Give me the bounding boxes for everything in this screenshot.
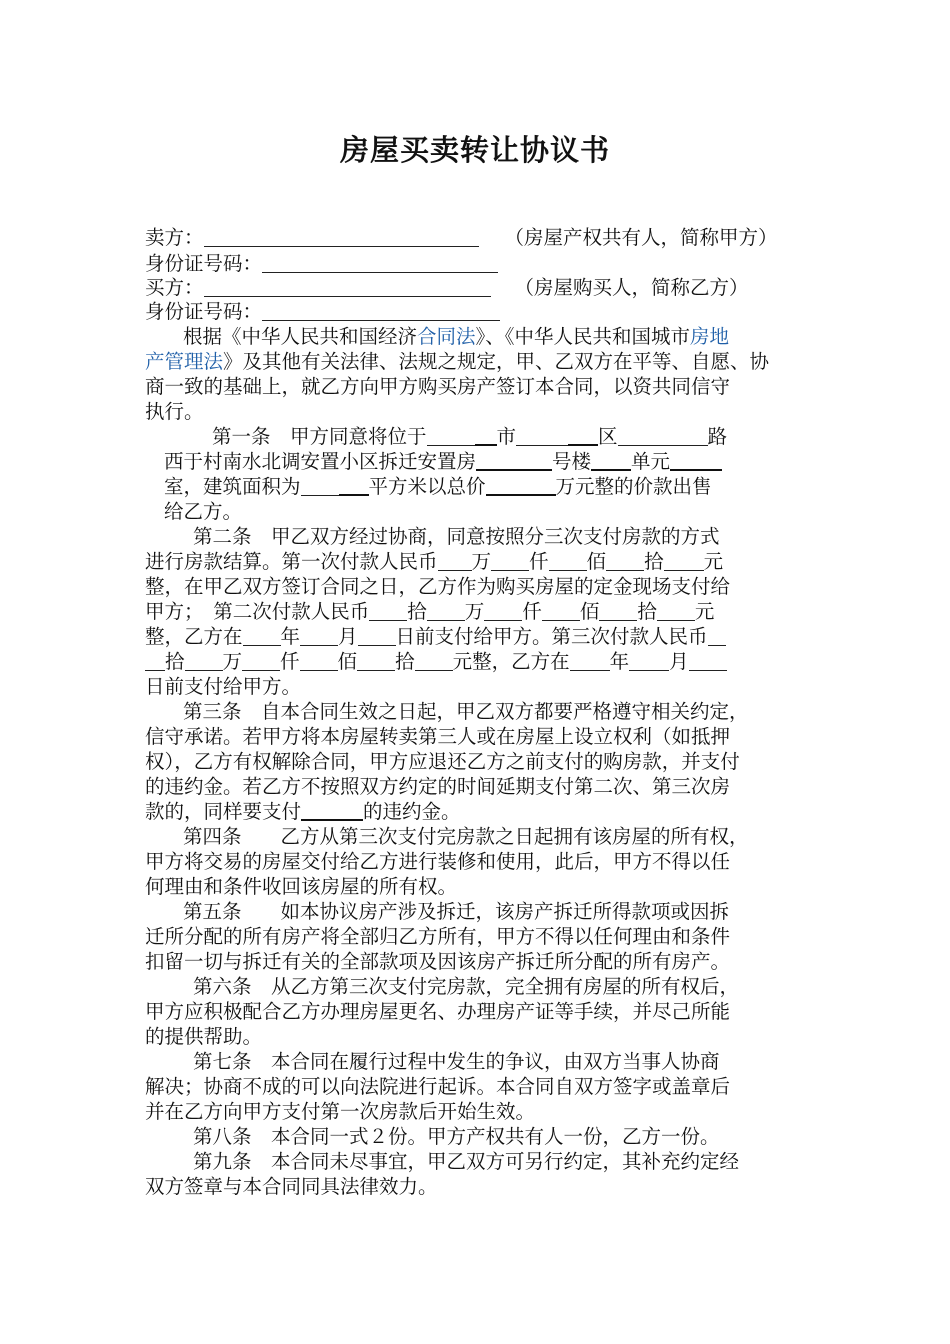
blank-amount [549, 551, 587, 571]
article2-text: 佰 [586, 550, 607, 573]
buyer-note: （房屋购买人，简称乙方） [514, 276, 749, 299]
real-estate-law-link[interactable]: 产管理法 [145, 350, 224, 373]
article6-line-2: 甲方应积极配合乙方办理房屋更名、办理房产证等手续，并尽己所能 [145, 1000, 731, 1023]
article2-text: 佰 [337, 650, 358, 673]
article2-text: 整，乙方在 [145, 625, 243, 648]
preamble-line-3: 商一致的基础上，就乙方向甲方购买房产签订本合同，以资共同信守 [145, 375, 731, 398]
preamble-text: 》、《中华人民共和国城市 [475, 325, 691, 348]
blank-amount [300, 651, 338, 671]
article1-text: 万元整的价款出售 [555, 475, 712, 498]
article2-text: 年 [280, 625, 301, 648]
blank-district-b [568, 425, 598, 446]
buyer-id-blank [262, 301, 500, 321]
article1-line-1 [212, 424, 727, 449]
article5-line-2: 迁所分配的所有房产将全部归乙方所有，甲方不得以任何理由和条件 [145, 925, 731, 948]
contract-law-link[interactable]: 合同法 [417, 325, 476, 348]
buyer-label: 买方： [145, 276, 204, 299]
article3-line-1: 第三条 自本合同生效之日起，甲乙双方都要严格遵守相关约定， [183, 700, 749, 723]
preamble-line-2 [145, 349, 769, 374]
blank-amount [369, 601, 407, 621]
preamble-line-4: 执行。 [145, 400, 204, 423]
blank-amount [357, 651, 395, 671]
article2-text: 拾 [644, 550, 664, 573]
article7-line-2: 解决；协商不成的可以向法院进行起诉。本合同自双方签字或盖章后 [145, 1075, 731, 1098]
article9-line-1: 第九条 本合同未尽事宜，甲乙双方可另行约定，其补充约定经 [193, 1150, 740, 1173]
article2-text: 元整，乙方在 [452, 650, 570, 673]
blank-penalty [301, 800, 363, 821]
article2-text: 佰 [579, 600, 600, 623]
article1-line-3 [164, 474, 712, 499]
article1-text: 路 [707, 425, 728, 448]
blank-month [629, 651, 669, 671]
blank-amount [606, 551, 644, 571]
buyer-line [145, 275, 749, 300]
blank-month [300, 626, 338, 646]
seller-note: （房屋产权共有人，简称甲方） [504, 226, 778, 249]
blank-amount [542, 601, 580, 621]
article2-text: 月 [669, 650, 689, 673]
blank-city-b [475, 425, 497, 446]
article2-text: 仟 [522, 600, 542, 623]
blank-amount [484, 601, 522, 621]
article2-text: 元 [703, 550, 724, 573]
blank-year [570, 651, 610, 671]
article2-text: 仟 [280, 650, 300, 673]
article2-line-4 [145, 599, 714, 624]
seller-line [145, 225, 778, 250]
buyer-blank [204, 277, 491, 297]
article5-line-1: 第五条 如本协议房产涉及拆迁，该房产拆迁所得款项或因拆 [183, 900, 730, 923]
article8-line-1: 第八条 本合同一式２份。甲方产权共有人一份，乙方一份。 [193, 1125, 720, 1148]
article2-text: 元 [694, 600, 715, 623]
article5-line-3: 扣留一切与拆迁有关的全部款项及因该房产拆迁所分配的所有房产。 [145, 950, 731, 973]
blank-year [243, 626, 281, 646]
blank-amount [664, 551, 704, 571]
article4-line-2: 甲方将交易的房屋交付给乙方进行装修和使用，此后，甲方不得以任 [145, 850, 731, 873]
real-estate-law-link[interactable]: 房地 [690, 325, 730, 348]
blank-road [618, 426, 708, 446]
article1-text: 市 [496, 425, 517, 448]
article7-line-1: 第七条 本合同在履行过程中发生的争议，由双方当事人协商 [193, 1050, 720, 1073]
article3-text: 款的，同样要支付 [145, 800, 302, 823]
article2-text: 甲方； 第二次付款人民币 [145, 600, 370, 623]
article2-line-6 [145, 649, 727, 674]
article3-text: 的违约金。 [363, 800, 461, 823]
article7-line-3: 并在乙方向甲方支付第一次房款后开始生效。 [145, 1100, 536, 1123]
article6-line-3: 的提供帮助。 [145, 1025, 263, 1048]
article6-line-1: 第六条 从乙方第三次支付完房款，完全拥有房屋的所有权后， [193, 975, 740, 998]
article2-line-5 [145, 624, 726, 649]
article1-text: 第一条 甲方同意将位于 [212, 425, 427, 448]
article2-text: 日前支付给甲方。第三次付款人民币 [395, 625, 708, 648]
blank-day [689, 651, 727, 671]
seller-blank [204, 227, 479, 247]
article2-text: 仟 [529, 550, 549, 573]
blank-unit [591, 450, 631, 471]
article3-line-2: 信守承诺。若甲方将本房屋转卖第三人或在房屋上设立权利（如抵押 [145, 725, 731, 748]
article2-text: 拾 [407, 600, 427, 623]
blank-city [427, 426, 475, 446]
blank-amount [185, 651, 223, 671]
article1-text: 号楼 [552, 450, 592, 473]
article2-text: 年 [609, 650, 630, 673]
preamble-text: 根据《中华人民共和国经济 [183, 325, 418, 348]
blank-amount [427, 601, 465, 621]
preamble-line-1 [183, 324, 729, 349]
article1-line-2 [164, 449, 722, 474]
article4-line-3: 何理由和条件收回该房屋的所有权。 [145, 875, 458, 898]
article2-line-3: 整，在甲乙双方签订合同之日，乙方作为购买房屋的定金现场支付给 [145, 575, 731, 598]
article3-line-3: 权），乙方有权解除合同，甲方应退还乙方之前支付的购房款，并支付 [145, 750, 740, 773]
buyer-id-line [145, 299, 500, 324]
document-title: 房屋买卖转让协议书 [339, 133, 610, 167]
blank-room [670, 450, 722, 471]
seller-id-blank [262, 253, 498, 273]
article1-text: 室，建筑面积为 [164, 475, 301, 498]
article1-text: 西于村南水北调安置小区拆迁安置房 [164, 450, 477, 473]
blank-amount [242, 651, 280, 671]
blank-district [516, 426, 568, 446]
buyer-id-label: 身份证号码： [145, 300, 263, 323]
article3-line-4: 的违约金。若乙方不按照双方约定的时间延期支付第二次、第三次房 [145, 775, 731, 798]
article2-text: 月 [338, 625, 358, 648]
seller-id-label: 身份证号码： [145, 252, 263, 275]
blank-amount [415, 651, 453, 671]
blank-area-b [339, 475, 369, 496]
article2-line-1: 第二条 甲乙双方经过协商，同意按照分三次支付房款的方式 [193, 525, 720, 548]
blank-amount [145, 651, 165, 671]
article1-text: 单元 [631, 450, 671, 473]
blank-amount [599, 601, 637, 621]
blank-amount [657, 601, 695, 621]
preamble-text: 》及其他有关法律、法规之规定，甲、乙双方在平等、自愿、协 [223, 350, 770, 373]
article9-line-2: 双方签章与本合同同具法律效力。 [145, 1175, 438, 1198]
blank-price [486, 475, 556, 496]
article2-text: 进行房款结算。第一次付款人民币 [145, 550, 438, 573]
blank-area [301, 476, 339, 496]
article2-text: 万 [471, 550, 492, 573]
article2-line-2 [145, 549, 723, 574]
article2-text: 万 [464, 600, 485, 623]
blank-amount [438, 551, 472, 571]
seller-id-line [145, 251, 498, 276]
blank-amount [708, 626, 726, 646]
article1-text: 平方米以总价 [368, 475, 486, 498]
article2-text: 拾 [637, 600, 657, 623]
article3-line-5 [145, 799, 461, 824]
article1-line-4: 给乙方。 [164, 500, 243, 523]
blank-day [358, 626, 396, 646]
article2-text: 拾 [165, 650, 185, 673]
article2-line-7: 日前支付给甲方。 [145, 675, 302, 698]
article1-text: 区 [598, 425, 618, 448]
blank-building [476, 450, 552, 471]
blank-amount [491, 551, 529, 571]
article2-text: 拾 [395, 650, 415, 673]
article4-line-1: 第四条 乙方从第三次支付完房款之日起拥有该房屋的所有权， [183, 825, 749, 848]
seller-label: 卖方： [145, 226, 204, 249]
article2-text: 万 [222, 650, 243, 673]
